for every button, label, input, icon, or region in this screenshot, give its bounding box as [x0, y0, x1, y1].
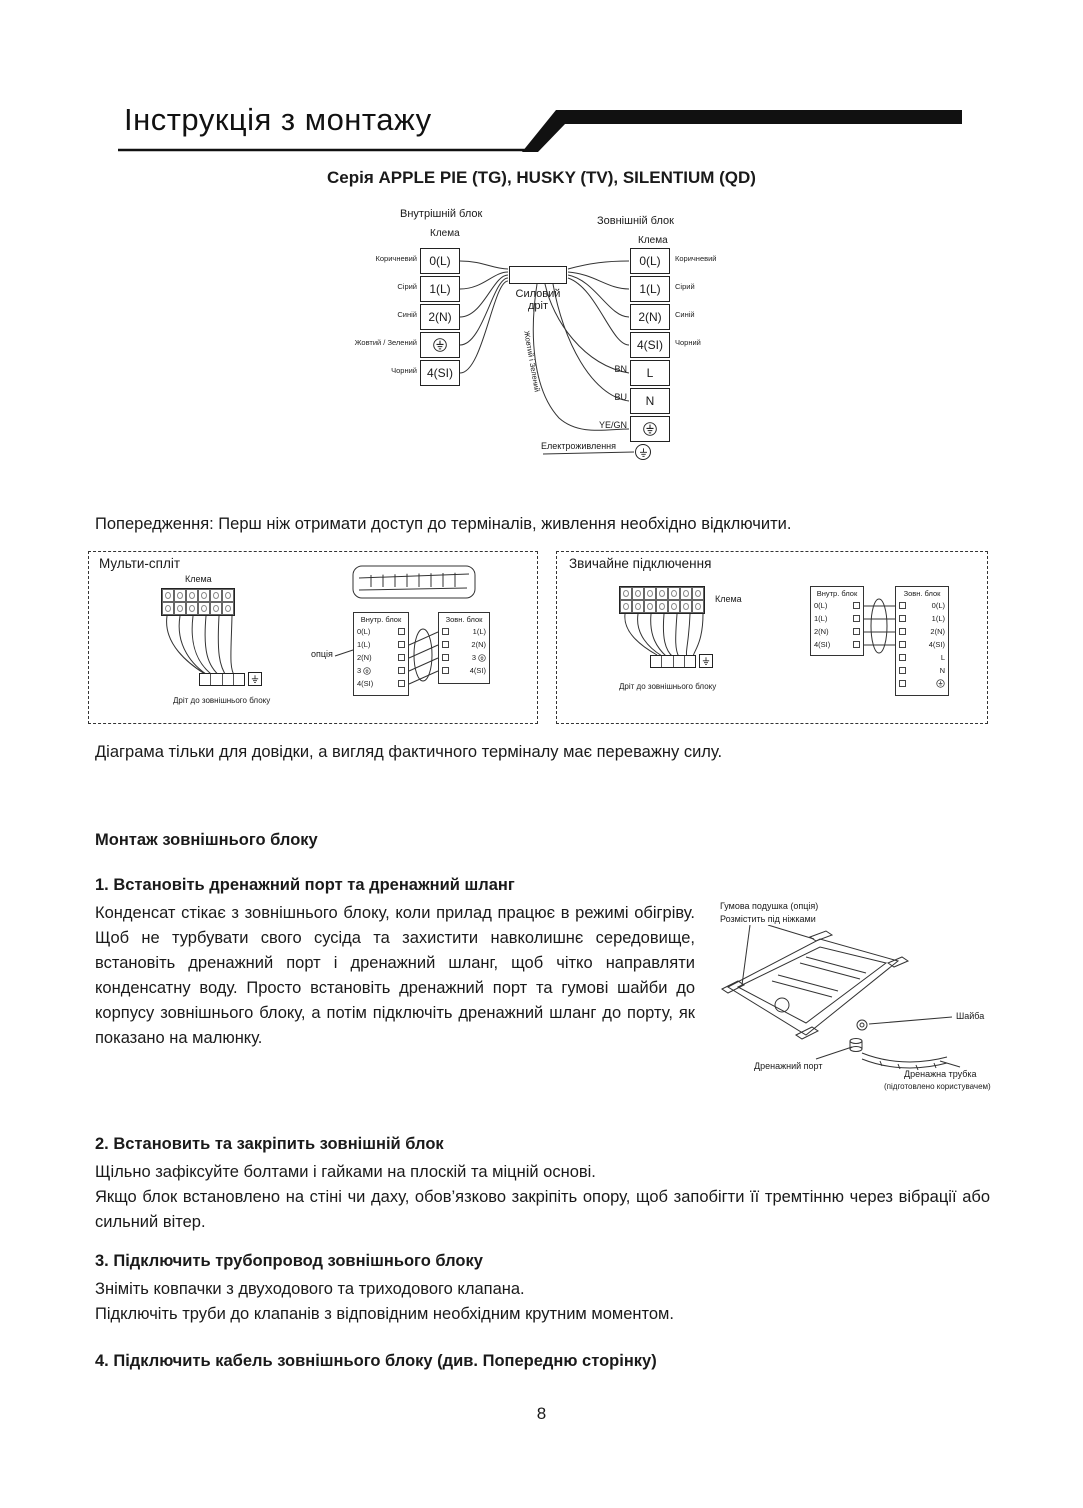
indoor-unit-drawing — [351, 558, 483, 606]
warning-text: Попередження: Перш ніж отримати доступ до терміналів, живлення необхідно відключити. — [95, 515, 792, 533]
page-header — [124, 102, 432, 138]
rubber-pad-label-line2: Розмістить під ніжками — [720, 914, 816, 924]
terminal-text: 1(L) — [357, 640, 371, 649]
indoor-terminal-4SI: 4(SI) — [420, 360, 460, 386]
indoor-unit-label: Внутрішній блок — [400, 208, 483, 220]
wire-color-label: Сірий — [397, 282, 417, 291]
power-wire-label: Силовий дріт — [515, 288, 561, 312]
wire-color-label: Жовтий / Зелений — [354, 338, 417, 347]
yellow-green-wire-label: Жовтий і Зелений — [522, 330, 542, 393]
terminal-text: 0(L) — [931, 601, 945, 610]
drain-figure — [712, 893, 1017, 1098]
step4-title: 4. Підключить кабель зовнішнього блоку (див. Попередню сторінку) — [95, 1352, 657, 1370]
main-wiring-diagram — [345, 200, 725, 505]
page-number: 8 — [536, 1404, 547, 1423]
wire-color-label: Синій — [675, 310, 695, 319]
ground-icon — [478, 654, 486, 662]
terminal-strip-label: Клема — [185, 574, 212, 584]
outdoor-terminal-label: Клема — [638, 235, 668, 246]
indoor-terminal-label: Клема — [430, 228, 460, 239]
terminal-text: 3 — [471, 653, 476, 662]
wire-color-label: Чорний — [391, 366, 417, 375]
terminal-strip-graphic — [161, 588, 235, 616]
step3-line2: Підключіть труби до клапанів з відповідним необхідним крутним моментом. — [95, 1305, 674, 1323]
outdoor-block-label: Зовн. блок — [903, 589, 941, 598]
outdoor-terminal-2N: 2(N) — [630, 304, 670, 330]
terminal-text: 4(SI) — [814, 640, 831, 649]
power-supply-label: Електроживлення — [541, 441, 617, 451]
terminal-text: 0(L) — [357, 627, 371, 636]
ground-icon — [643, 422, 657, 436]
wire-color-label: Синій — [397, 310, 417, 319]
step2-line2: Якщо блок встановлено на стіні чи даху, обов’язково закріпіть опору, щоб запобігти її тремтінню через вібрації або сильний вітер. — [95, 1188, 990, 1232]
mains-terminal-L: L — [630, 360, 670, 386]
indoor-block-label: Внутр. блок — [360, 615, 402, 624]
drain-drawing — [712, 925, 1012, 1075]
multi-split-title: Мульти-спліт — [99, 556, 181, 571]
terminal-text: 0(L) — [814, 601, 828, 610]
indoor-terminal-1L: 1(L) — [420, 276, 460, 302]
outdoor-terminal-1L: 1(L) — [630, 276, 670, 302]
terminal-text: 4(SI) — [357, 679, 374, 688]
drain-port-label: Дренажний порт — [754, 1061, 823, 1071]
power-wire-splice-box — [509, 266, 567, 284]
outdoor-unit-label: Зовнішній блок — [597, 215, 674, 227]
mains-terminal-ground — [630, 416, 670, 442]
page-title: Інструкція з монтажу — [124, 102, 432, 137]
multi-split-panel — [88, 551, 538, 724]
wire-code-YEGN: YE/GN — [598, 420, 627, 430]
terminal-text: 1(L) — [472, 627, 486, 636]
reference-note: Діаграма тільки для довідки, а вигляд фактичного терміналу має переважну силу. — [95, 743, 723, 761]
step1-title: 1. Встановіть дренажний порт та дренажний шланг — [95, 876, 515, 894]
terminal-strip-graphic — [619, 586, 705, 614]
indoor-terminal-2N: 2(N) — [420, 304, 460, 330]
outdoor-terminal-0L: 0(L) — [630, 248, 670, 274]
ground-icon — [638, 447, 649, 458]
step3-line1: Зніміть ковпачки з двуходового та триходового клапана. — [95, 1280, 525, 1298]
step2-line1: Щільно зафіксуйте болтами і гайками на плоскій та міцній основі. — [95, 1163, 596, 1181]
terminal-text: 4(SI) — [928, 640, 945, 649]
washer-label: Шайба — [956, 1011, 985, 1021]
wire-color-label: Коричневий — [675, 254, 717, 263]
terminal-text: 2(N) — [357, 653, 372, 662]
normal-connection-title: Звичайне підключення — [569, 556, 712, 571]
terminal-text: 1(L) — [931, 614, 945, 623]
outdoor-wire-connector — [199, 672, 262, 686]
ground-icon — [433, 338, 447, 352]
mains-terminal-N: N — [630, 388, 670, 414]
power-supply-ground — [635, 444, 651, 460]
indoor-block-diagram — [353, 612, 409, 696]
terminal-text: 2(N) — [930, 627, 945, 636]
normal-connection-panel — [556, 551, 988, 724]
terminal-text: 3 — [357, 666, 362, 675]
ground-icon — [363, 667, 371, 675]
wire-color-label: Сірий — [675, 282, 695, 291]
wire-code-BU: BU — [614, 392, 627, 402]
outdoor-block-label: Зовн. блок — [445, 615, 483, 624]
step3-title: 3. Підключить трубопровод зовнішнього блоку — [95, 1252, 483, 1270]
outdoor-wire-connector — [650, 654, 713, 668]
indoor-terminal-ground — [420, 332, 460, 358]
option-label: опція — [311, 649, 333, 659]
terminal-text: L — [940, 653, 945, 662]
step2-title: 2. Встановить та закріпить зовнішній блок — [95, 1135, 444, 1153]
drain-hose-label-line2: (підготовлено користувачем) — [884, 1082, 991, 1091]
wire-code-BN: BN — [614, 364, 627, 374]
section-title: Монтаж зовнішнього блоку — [95, 831, 318, 849]
outdoor-block-diagram — [438, 612, 490, 684]
series-title: Серія APPLE PIE (TG), HUSKY (TV), SILENTIUM (QD) — [327, 168, 756, 187]
indoor-block-label: Внутр. блок — [816, 589, 858, 598]
rubber-pad-label-line1: Гумова подушка (опція) — [720, 901, 819, 911]
ground-icon — [250, 674, 260, 684]
terminal-text: N — [939, 666, 945, 675]
terminal-text: 2(N) — [814, 627, 829, 636]
wire-color-label: Чорний — [675, 338, 701, 347]
terminal-text: 2(N) — [471, 640, 486, 649]
terminal-text: 4(SI) — [469, 666, 486, 675]
ground-icon — [701, 656, 711, 666]
outdoor-block-diagram — [895, 586, 949, 696]
outdoor-wire-label: Дріт до зовнішнього блоку — [619, 682, 717, 691]
step1-body: Конденсат стікає з зовнішнього блоку, коли прилад працює в режимі обігріву. Щоб не турбувати свого сусіда та захистити навколишнє середовище, встановіть дренажний порт і дренажний шланг, щоб чітко направляти конденсатну воду. Просто встановіть дренажний порт та гумові шайби до корпусу зовнішнього блоку, а потім підключіть дренажний шланг до порту, як показано на малюнку. — [95, 904, 695, 1048]
outdoor-terminal-4SI: 4(SI) — [630, 332, 670, 358]
ground-icon — [936, 679, 945, 688]
outdoor-wire-label: Дріт до зовнішнього блоку — [173, 696, 271, 705]
drain-hose-label-line1: Дренажна трубка — [904, 1069, 977, 1079]
terminal-strip-label: Клема — [715, 594, 742, 604]
wire-color-label: Коричневий — [375, 254, 417, 263]
indoor-terminal-0L: 0(L) — [420, 248, 460, 274]
terminal-text: 1(L) — [814, 614, 828, 623]
indoor-block-diagram — [810, 586, 864, 656]
